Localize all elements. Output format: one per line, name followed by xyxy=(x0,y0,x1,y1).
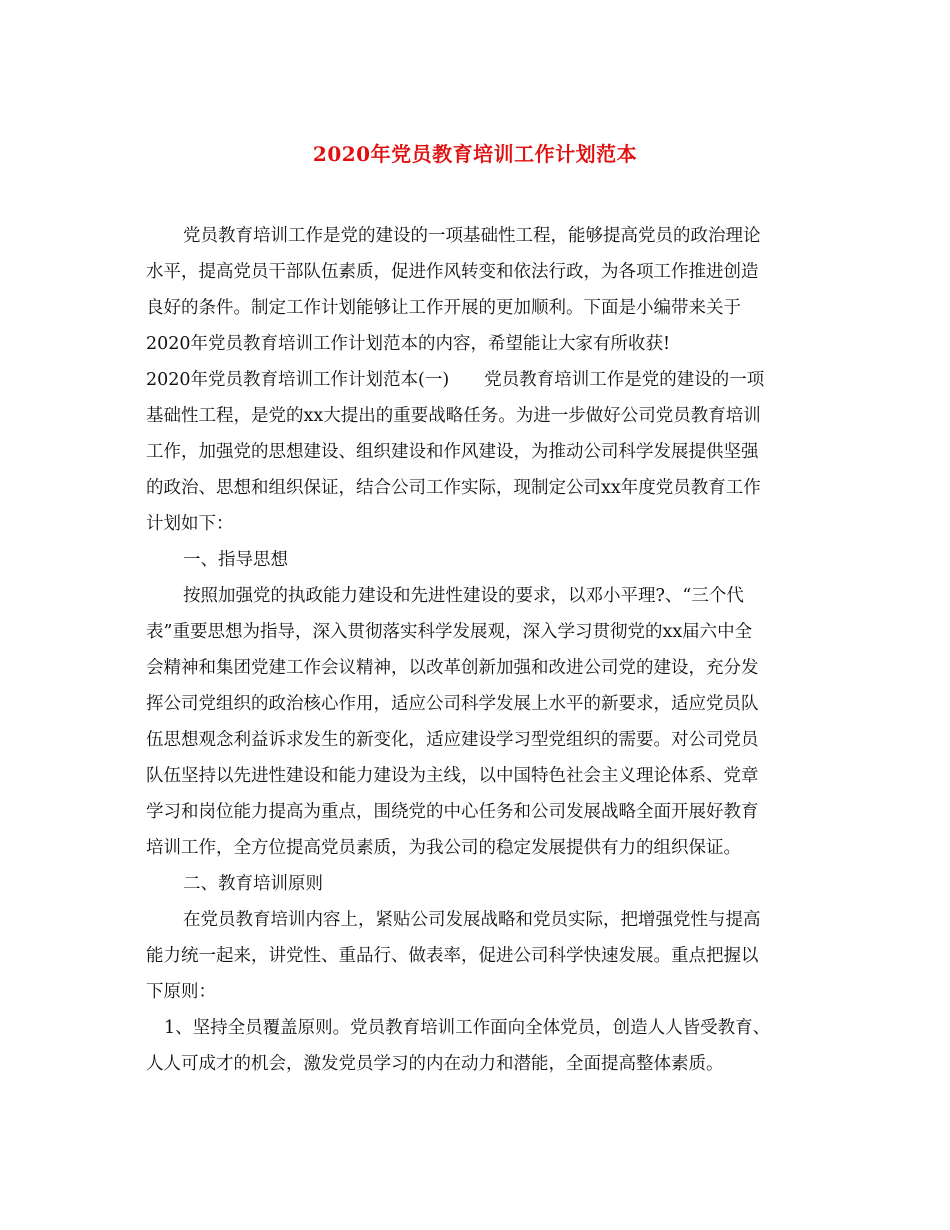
body-line: 1、坚持全员覆盖原则。党员教育培训工作面向全体党员，创造人人皆受教育、 xyxy=(164,1018,771,1038)
body-line: 培训工作，全方位提高党员素质，为我公司的稳定发展提供有力的组织保证。 xyxy=(146,838,741,858)
body-line: 良好的条件。制定工作计划能够让工作开展的更加顺利。下面是小编带来关于 xyxy=(146,298,741,318)
section-heading: 二、教育培训原则 xyxy=(183,874,323,894)
body-line: 挥公司党组织的政治核心作用，适应公司科学发展上水平的新要求，适应党员队 xyxy=(146,694,759,714)
document-title: 2020年党员教育培训工作计划范本 xyxy=(312,142,638,166)
body-line: 的政治、思想和组织保证，结合公司工作实际，现制定公司xx年度党员教育工作 xyxy=(146,478,761,498)
body-line: 水平，提高党员干部队伍素质，促进作风转变和依法行政，为各项工作推进创造 xyxy=(146,262,759,282)
body-line: 按照加强党的执政能力建设和先进性建设的要求，以邓小平理?、“三个代 xyxy=(183,586,744,606)
body-line: 表”重要思想为指导，深入贯彻落实科学发展观，深入学习贯彻党的xx届六中全 xyxy=(146,622,753,642)
body-line: 2020年党员教育培训工作计划范本(一) 党员教育培训工作是党的建设的一项 xyxy=(146,370,765,390)
body-line: 能力统一起来，讲党性、重品行、做表率，促进公司科学快速发展。重点把握以 xyxy=(146,946,759,966)
body-line: 队伍坚持以先进性建设和能力建设为主线，以中国特色社会主义理论体系、党章 xyxy=(146,766,759,786)
body-line: 学习和岗位能力提高为重点，围绕党的中心任务和公司发展战略全面开展好教育 xyxy=(146,802,759,822)
body-line: 人人可成才的机会，激发党员学习的内在动力和潜能，全面提高整体素质。 xyxy=(146,1054,724,1074)
body-line: 计划如下： xyxy=(146,514,234,534)
body-line: 基础性工程，是党的xx大提出的重要战略任务。为进一步做好公司党员教育培训 xyxy=(146,406,761,426)
body-line: 工作，加强党的思想建设、组织建设和作风建设，为推动公司科学发展提供坚强 xyxy=(146,442,759,462)
body-line: 伍思想观念利益诉求发生的新变化，适应建设学习型党组织的需要。对公司党员 xyxy=(146,730,759,750)
body-line: 党员教育培训工作是党的建设的一项基础性工程，能够提高党员的政治理论 xyxy=(183,226,761,246)
body-line: 会精神和集团党建工作会议精神，以改革创新加强和改进公司党的建设，充分发 xyxy=(146,658,759,678)
body-line: 在党员教育培训内容上，紧贴公司发展战略和党员实际，把增强党性与提高 xyxy=(183,910,761,930)
body-line: 2020年党员教育培训工作计划范本的内容，希望能让大家有所收获! xyxy=(146,334,671,354)
body-line: 下原则： xyxy=(146,982,216,1002)
section-heading: 一、指导思想 xyxy=(183,550,288,570)
